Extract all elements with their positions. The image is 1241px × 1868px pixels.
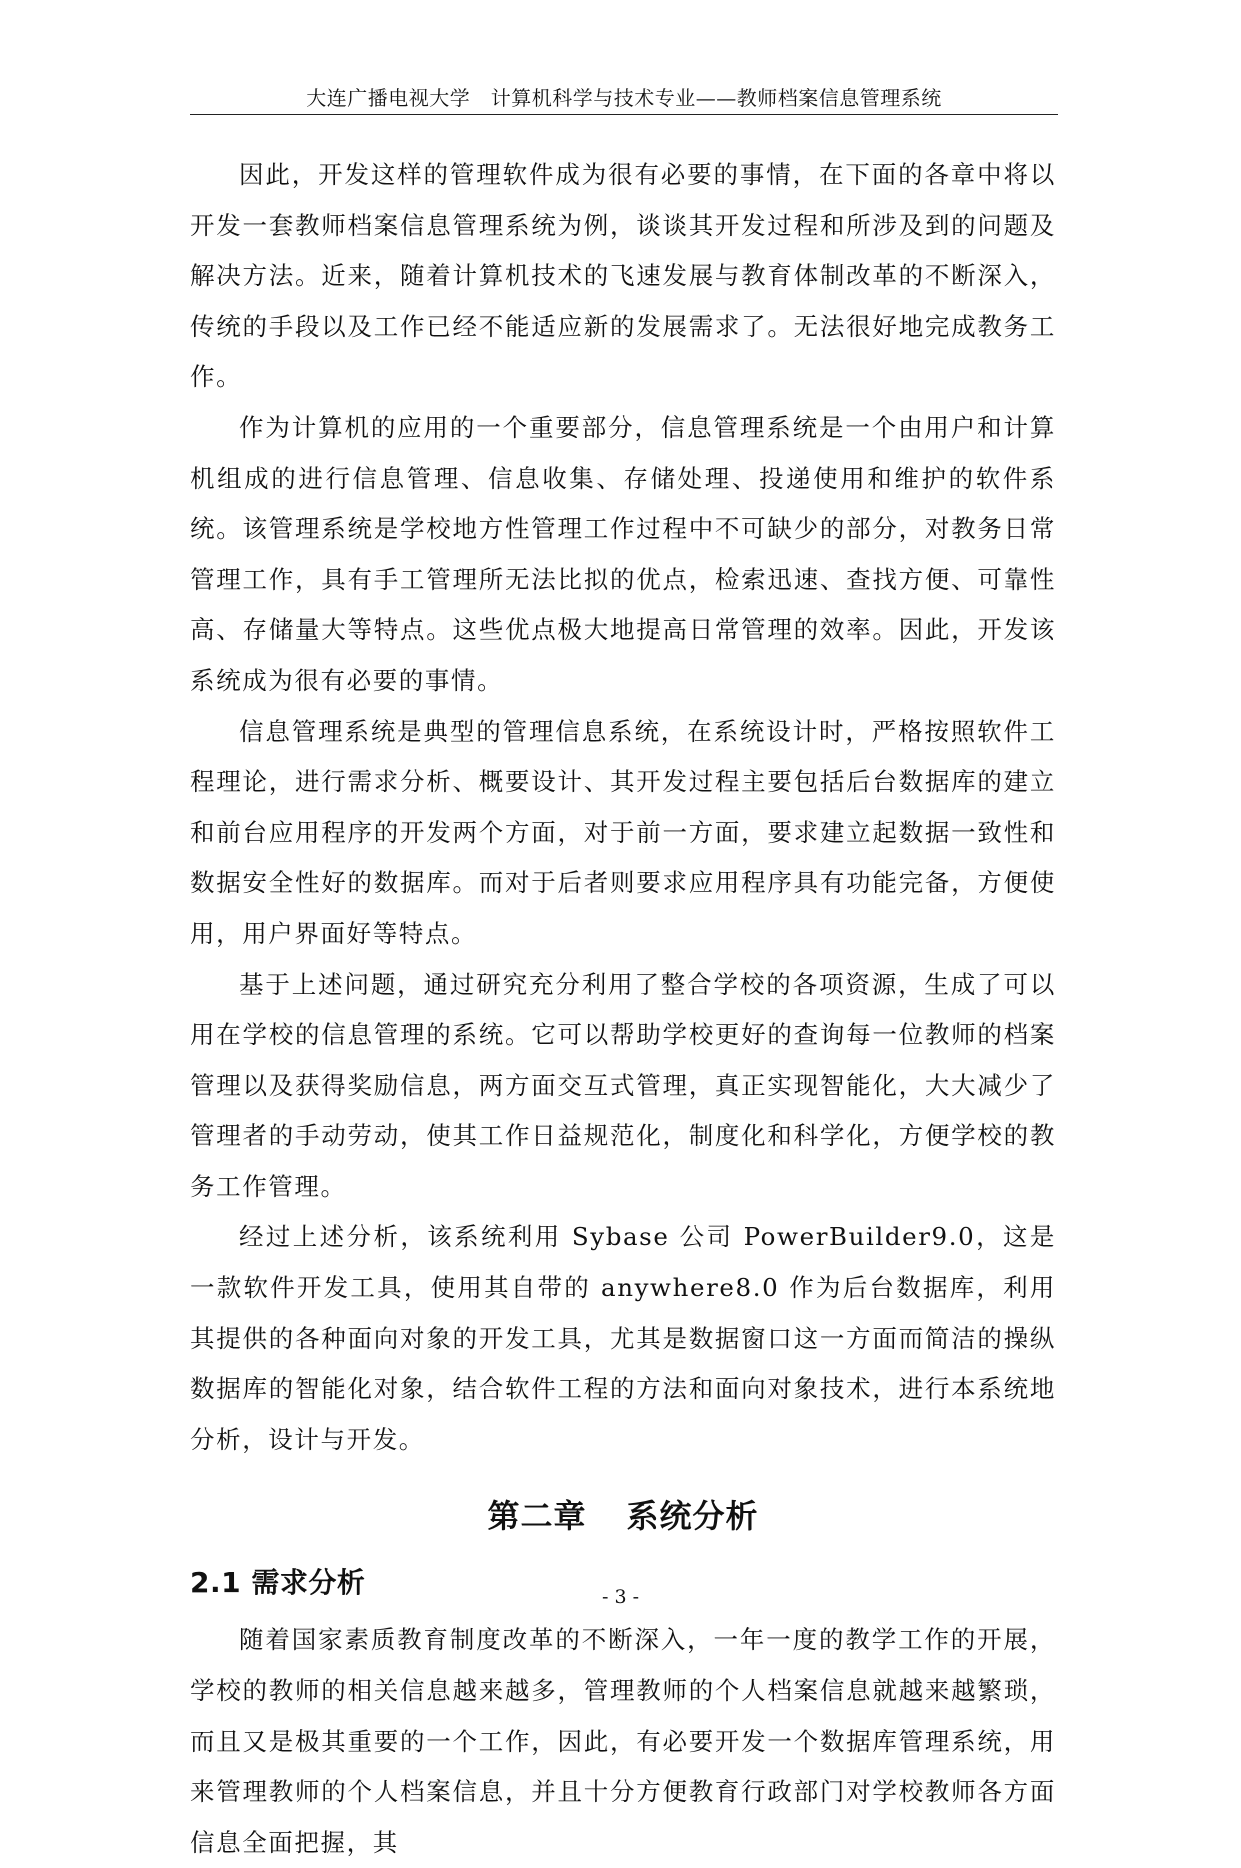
paragraph-1: 因此，开发这样的管理软件成为很有必要的事情，在下面的各章中将以开发一套教师档案信息管理系统为例，谈谈其开发过程和所涉及到的问题及解决方法。近来，随着计算机技术的飞速发展与教育体制改革的不断深入，传统的手段以及工作已经不能适应新的发展需求了。无法很好地完成教务工作。 [190, 160, 1056, 392]
section-paragraph-1: 随着国家素质教育制度改革的不断深入，一年一度的教学工作的开展，学校的教师的相关信息越来越多，管理教师的个人档案信息就越来越繁琐，而且又是极其重要的一个工作，因此，有必要开发一个数据库管理系统，用来管理教师的个人档案信息，并且十分方便教育行政部门对学校教师各方面信息全面把握，其 [190, 1625, 1056, 1857]
running-header: 大连广播电视大学 计算机科学与技术专业——教师档案信息管理系统 [306, 86, 942, 110]
chapter-name: 系统分析 [626, 1497, 759, 1536]
chapter-title [190, 1481, 1056, 1551]
section-heading: 2.1 需求分析 [190, 1566, 366, 1600]
paragraph-3: 信息管理系统是典型的管理信息系统，在系统设计时，严格按照软件工程理论，进行需求分析、概要设计、其开发过程主要包括后台数据库的建立和前台应用程序的开发两个方面，对于前一方面，要求建立起数据一致性和数据安全性好的数据库。而对于后者则要求应用程序具有功能完备，方便使用，用户界面好等特点。 [190, 716, 1056, 948]
page-number: - 3 - [601, 1586, 639, 1608]
paragraph-2: 作为计算机的应用的一个重要部分，信息管理系统是一个由用户和计算机组成的进行信息管理、信息收集、存储处理、投递使用和维护的软件系统。该管理系统是学校地方性管理工作过程中不可缺少的部分，对教务日常管理工作，具有手工管理所无法比拟的优点，检索迅速、查找方便、可靠性高、存储量大等特点。这些优点极大地提高日常管理的效率。因此，开发该系统成为很有必要的事情。 [190, 412, 1056, 695]
document-body [190, 150, 1056, 1868]
paragraph-5: 经过上述分析，该系统利用 Sybase 公司 PowerBuilder9.0，这是一款软件开发工具，使用其自带的 anywhere8.0 作为后台数据库，利用其提供的各种面向对象的开发工具，尤其是数据窗口这一方面而简洁的操纵数据库的智能化对象，结合软件工程的方法和面向对象技术，进行本系统地分析，设计与开发。 [190, 1222, 1056, 1454]
paragraph-4: 基于上述问题，通过研究充分利用了整合学校的各项资源，生成了可以用在学校的信息管理的系统。它可以帮助学校更好的查询每一位教师的档案管理以及获得奖励信息，两方面交互式管理，真正实现智能化，大大减少了管理者的手动劳动，使其工作日益规范化，制度化和科学化，方便学校的教务工作管理。 [190, 969, 1056, 1201]
chapter-number: 第二章 [487, 1497, 587, 1536]
header-rule [190, 114, 1058, 115]
